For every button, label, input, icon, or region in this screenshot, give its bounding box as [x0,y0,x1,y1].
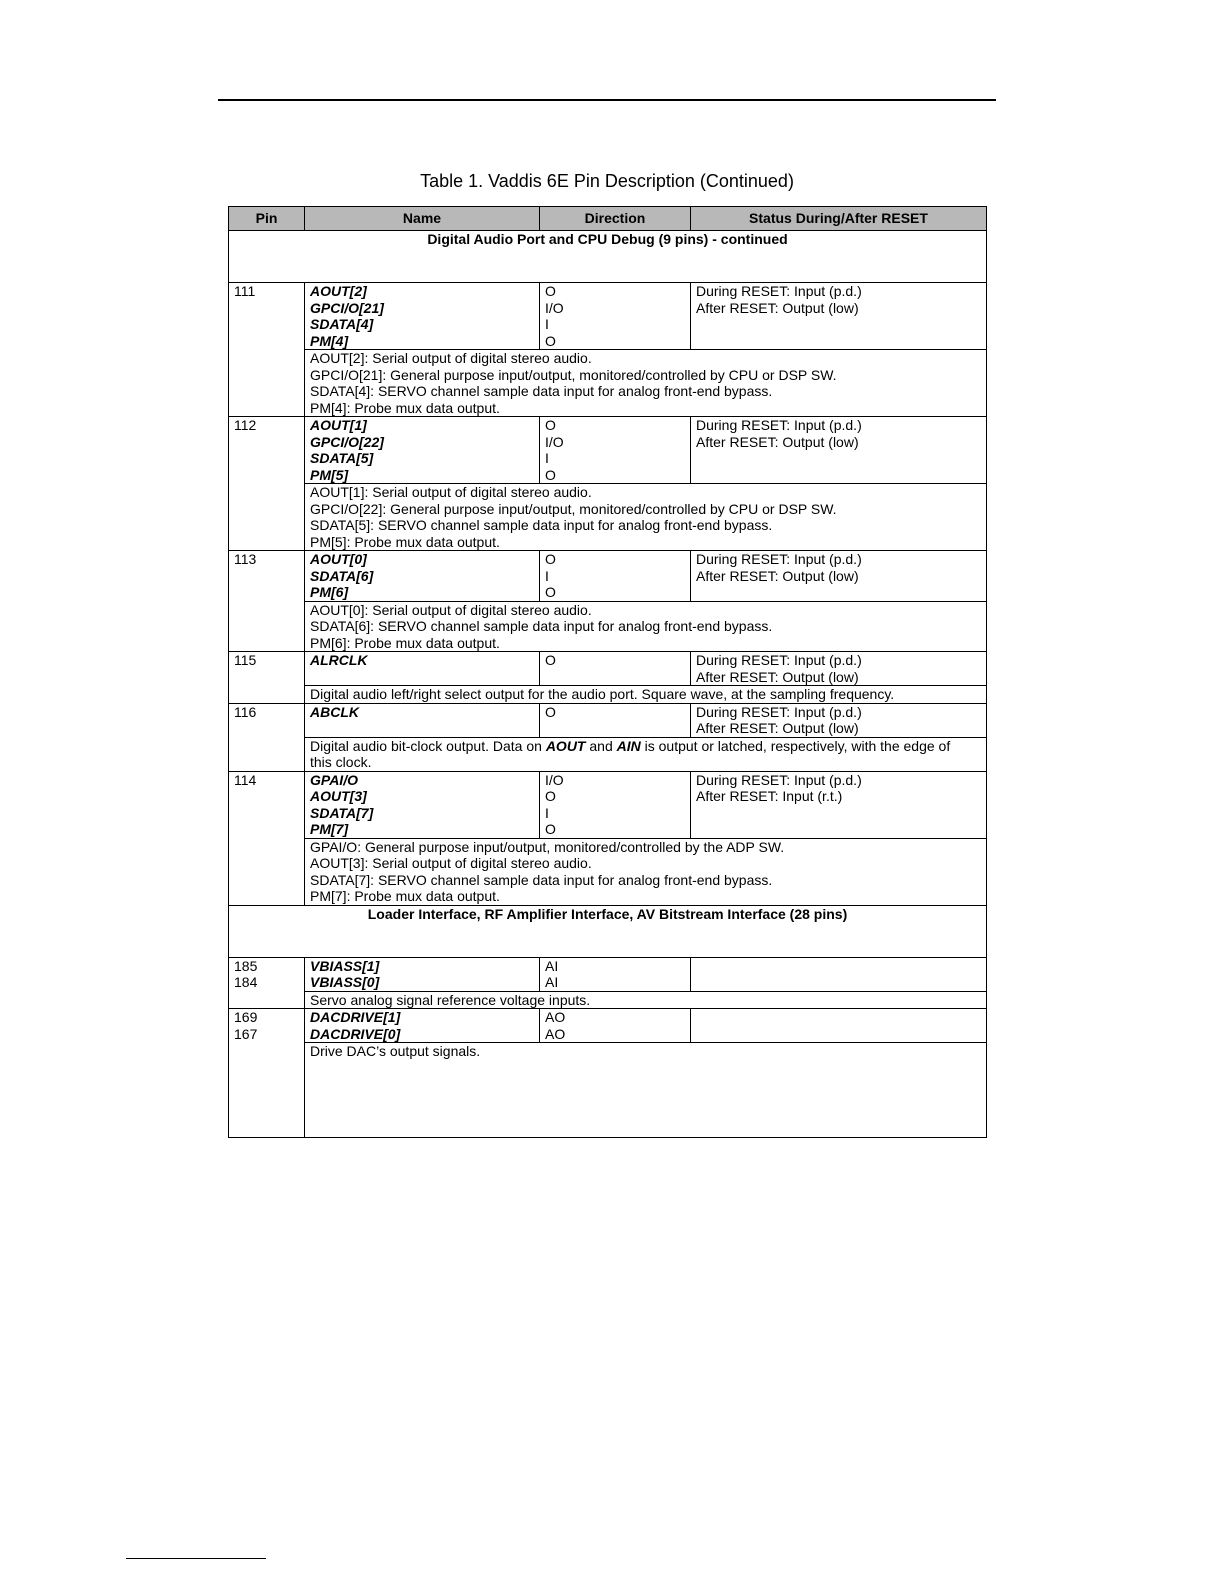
status-after-reset: After RESET: Output (low) [696,433,859,450]
direction-value: I [545,804,549,821]
pin-number: 113 [234,551,257,567]
direction-cell [540,957,691,991]
direction-value: O [545,417,556,433]
direction-cell [540,283,691,350]
direction-cell [540,551,691,602]
signal-name: GPCI/O[22] [310,433,384,450]
description-row [229,991,987,1009]
section-row [229,231,987,283]
description-line: SDATA[5]: SERVO channel sample data input for analog front-end bypass. [310,517,773,533]
description-line: Digital audio left/right select output for the audio port. Square wave, at the sampling frequency. [310,686,895,702]
description-line: SDATA[7]: SERVO channel sample data input for analog front-end bypass. [310,871,773,888]
direction-value: I [545,450,549,466]
name-cell [305,551,540,602]
status-cell [691,957,987,991]
description-line: AOUT[2]: Serial output of digital stereo audio. [310,350,592,366]
table-row [229,652,987,686]
status-cell [691,652,987,686]
signal-name: VBIASS[1] [310,957,380,974]
description-line: PM[7]: Probe mux data output. [310,888,500,904]
direction-value: I [545,316,549,332]
direction-value: I [545,567,549,584]
status-cell [691,1009,987,1043]
status-during-reset: During RESET: Input (p.d.) [696,771,862,788]
direction-cell [540,771,691,838]
signal-name: SDATA[7] [310,804,374,821]
description-line: GPCI/O[22]: General purpose input/output, monitored/controlled by CPU or DSP SW. [310,500,837,517]
description-row [229,686,987,704]
signal-name: AOUT[3] [310,788,367,804]
pin-cell [229,1009,305,1138]
status-after-reset: After RESET: Output (low) [696,720,859,736]
status-during-reset: During RESET: Input (p.d.) [696,283,862,299]
description-row [229,350,987,417]
description-line: PM[4]: Probe mux data output. [310,399,500,416]
status-cell [691,283,987,350]
description-text: and [585,737,617,754]
description-line: SDATA[4]: SERVO channel sample data input for analog front-end bypass. [310,383,773,399]
signal-name: AOUT[0] [310,551,367,567]
status-after-reset: After RESET: Output (low) [696,567,859,584]
description-text: Digital audio bit-clock output. Data on [310,737,546,754]
table-row [229,957,987,991]
direction-value: O [545,283,556,299]
description-line: AOUT[0]: Serial output of digital stereo audio. [310,601,592,618]
table-row [229,283,987,350]
direction-value: O [545,466,556,483]
direction-value: I/O [545,771,564,788]
signal-name: ABCLK [310,703,359,720]
pin-number: 169 [234,1009,258,1025]
description-cell [305,350,987,417]
signal-name: SDATA[5] [310,450,374,466]
direction-value: O [545,551,556,567]
pin-cell [229,957,305,1009]
direction-cell [540,703,691,737]
description-line: this clock. [310,754,372,770]
header-rule [218,99,996,101]
status-during-reset: During RESET: Input (p.d.) [696,551,862,567]
table-row [229,551,987,602]
signal-name: PM[4] [310,332,349,349]
status-after-reset: After RESET: Output (low) [696,668,859,685]
status-cell [691,703,987,737]
description-row [229,838,987,905]
signal-name: AOUT[1] [310,417,367,433]
pin-cell [229,771,305,905]
description-line: Servo analog signal reference voltage inputs. [310,991,591,1008]
pin-number: 185 [234,957,258,974]
direction-value: AO [545,1025,566,1042]
pin-cell [229,417,305,551]
name-cell [305,1009,540,1043]
header-status: Status During/After RESET [691,207,987,231]
signal-name: SDATA[4] [310,316,374,332]
direction-cell [540,652,691,686]
description-cell [305,1043,987,1138]
direction-value: O [545,788,556,804]
direction-value: O [545,584,556,600]
pin-cell [229,652,305,704]
signal-name: SDATA[6] [310,567,374,584]
signal-name: PM[5] [310,466,349,483]
description-row [229,484,987,551]
pin-cell [229,283,305,417]
table-row [229,703,987,737]
description-line: GPCI/O[21]: General purpose input/output, monitored/controlled by CPU or DSP SW. [310,366,837,383]
pin-description-table [228,206,987,1138]
name-cell [305,771,540,838]
description-cell [305,737,987,771]
description-cell [305,991,987,1009]
direction-value: O [545,821,556,837]
description-line: PM[6]: Probe mux data output. [310,634,500,651]
direction-value: O [545,652,556,668]
description-row [229,601,987,652]
description-cell [305,601,987,652]
direction-value: I/O [545,299,564,316]
signal-name: VBIASS[0] [310,974,380,990]
section-title: Loader Interface, RF Amplifier Interface, AV Bitstream Interface (28 pins) [229,905,987,957]
signal-name: ALRCLK [310,652,368,668]
pin-number: 114 [234,771,257,788]
signal-ref-aout: AOUT [545,737,586,754]
pin-number: 184 [234,974,258,990]
signal-name: PM[7] [310,821,349,837]
signal-name: DACDRIVE[1] [310,1009,401,1025]
table-caption: Table 1. Vaddis 6E Pin Description (Continued) [420,171,794,191]
status-after-reset: After RESET: Input (r.t.) [696,788,843,804]
table-row [229,771,987,838]
direction-value: AI [545,957,559,974]
name-cell [305,417,540,484]
footnote-rule [126,1558,266,1559]
status-during-reset: During RESET: Input (p.d.) [696,703,862,720]
status-cell [691,771,987,838]
header-name: Name [305,207,540,231]
status-cell [691,417,987,484]
header-pin: Pin [229,207,305,231]
description-line [310,738,981,755]
status-during-reset: During RESET: Input (p.d.) [696,652,862,668]
status-cell [691,551,987,602]
status-during-reset: During RESET: Input (p.d.) [696,417,862,433]
pin-cell [229,551,305,652]
direction-cell [540,417,691,484]
signal-name: PM[6] [310,584,349,600]
description-row [229,1043,987,1138]
direction-value: O [545,703,556,720]
pin-number: 167 [234,1025,258,1042]
name-cell [305,283,540,350]
status-after-reset: After RESET: Output (low) [696,299,859,316]
pin-cell [229,703,305,771]
pin-number: 111 [234,283,256,299]
pin-number: 116 [234,703,257,720]
description-line: PM[5]: Probe mux data output. [310,533,500,550]
header-direction: Direction [540,207,691,231]
table-row [229,417,987,484]
description-line: Drive DAC’s output signals. [310,1043,481,1059]
signal-name: GPCI/O[21] [310,299,384,316]
section-row [229,905,987,957]
pin-number: 115 [234,652,257,668]
name-cell [305,652,540,686]
signal-name: GPAI/O [310,771,358,788]
direction-cell [540,1009,691,1043]
name-cell [305,703,540,737]
signal-ref-ain: AIN [616,737,641,754]
description-text: is output or latched, respectively, with the edge of [640,737,951,754]
signal-name: DACDRIVE[0] [310,1025,401,1042]
description-line: AOUT[1]: Serial output of digital stereo audio. [310,484,592,500]
description-cell [305,686,987,704]
description-line: GPAI/O: General purpose input/output, monitored/controlled by the ADP SW. [310,838,785,855]
direction-value: AI [545,974,559,990]
table-header-row [229,207,987,231]
name-cell [305,957,540,991]
table-row [229,1009,987,1043]
pin-number: 112 [234,417,257,433]
description-line: AOUT[3]: Serial output of digital stereo audio. [310,855,592,871]
description-cell [305,838,987,905]
signal-name: AOUT[2] [310,283,367,299]
section-title: Digital Audio Port and CPU Debug (9 pins) - continued [229,231,987,283]
description-cell [305,484,987,551]
description-row [229,737,987,771]
direction-value: I/O [545,433,564,450]
direction-value: O [545,332,556,349]
direction-value: AO [545,1009,566,1025]
description-line: SDATA[6]: SERVO channel sample data input for analog front-end bypass. [310,618,773,634]
